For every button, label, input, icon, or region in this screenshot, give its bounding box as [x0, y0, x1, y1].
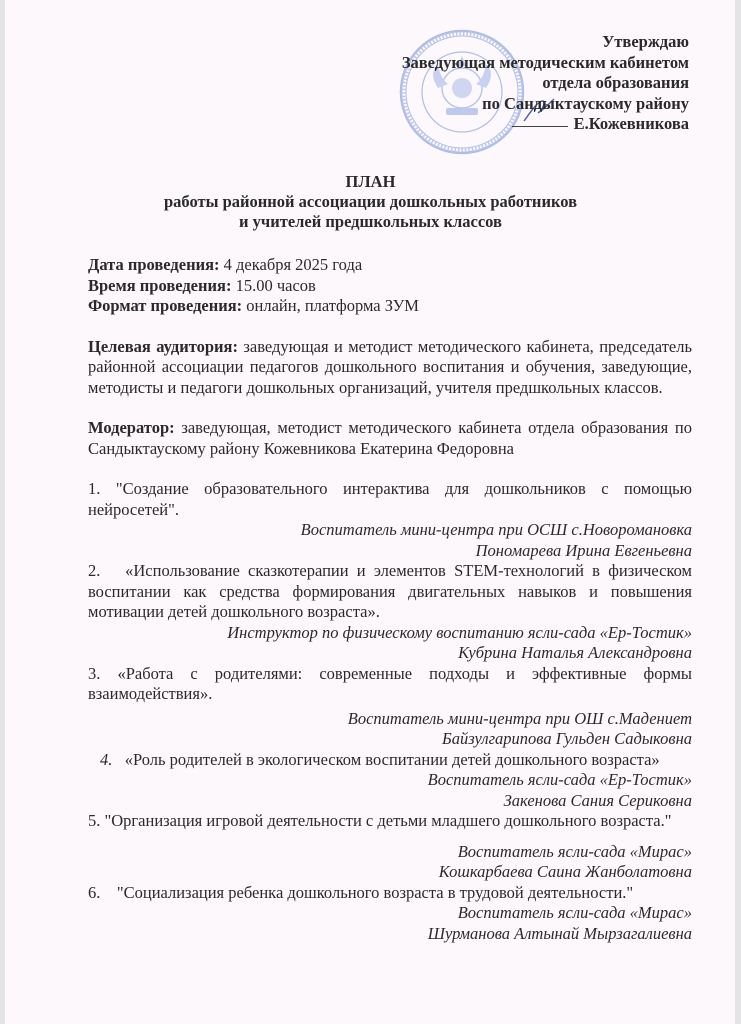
speaker-position: Воспитатель ясли-сада «Ер-Тостик» [427, 770, 692, 789]
topic-text: "Организация игровой деятельности с детьми младшего дошкольного возраста." [104, 811, 672, 830]
moderator-label: Модератор: [88, 418, 175, 437]
topic-text: «Использование сказкотерапии и элементов STEM-технологий в физическом воспитании как средства формирования двигательных навыков и повышения мотивации детей дошкольного возраста». [88, 561, 693, 621]
speaker-name: Закенова Сания Сериковна [503, 790, 692, 810]
approval-line: Утверждаю [602, 32, 689, 51]
speaker-position: Воспитатель ясли-сада «Мирас» [457, 841, 692, 861]
agenda-item [88, 479, 692, 561]
agenda-topic [88, 750, 692, 771]
speaker-name: Пономарева Ирина Евгеньевна [475, 540, 692, 560]
speaker-name: Байзулгарипова Гульден Садыковна [441, 729, 692, 748]
approval-line: отдела образования [542, 73, 689, 92]
audience-paragraph [88, 337, 692, 399]
topic-text: «Роль родителей в экологическом воспитании детей дошкольного возраста» [124, 749, 660, 769]
agenda-item [88, 561, 692, 664]
title-subtitle: и учителей предшкольных классов [239, 212, 502, 231]
item-number: 4. [100, 749, 113, 769]
moderator-text: заведующая, методист методического кабинета отдела образования по Сандыктаускому району Кожевникова Екатерина Федоровна [88, 418, 692, 458]
agenda-topic [88, 561, 692, 623]
meta-format [88, 296, 692, 317]
agenda-topic [88, 479, 692, 520]
item-number: 3. [88, 663, 101, 683]
meta-time [88, 276, 692, 297]
title-heading: ПЛАН [345, 172, 396, 191]
speaker-position: Воспитатель мини-центра при ОСШ с.Новоромановка [300, 520, 692, 539]
topic-text: "Социализация ребенка дошкольного возраста в трудовой деятельности." [116, 882, 634, 902]
approval-block [369, 32, 689, 135]
speaker-position: Инструктор по физическому воспитанию ясли-сада «Ер-Тостик» [227, 622, 692, 642]
approval-line: Заведующая методическим кабинетом [401, 52, 689, 72]
meta-label: Дата проведения: [88, 255, 220, 274]
speaker-position: Воспитатель ясли-сада «Мирас» [457, 903, 692, 922]
signatory-line [369, 114, 689, 135]
agenda-item [88, 883, 692, 945]
document-body [88, 255, 692, 944]
agenda-item [88, 664, 692, 750]
audience-text: заведующая и методист методического кабинета, председатель районной ассоциации педагогов дошкольного воспитания и обучения, заведующие, методисты и педагоги дошкольных организаций, учителя предшкольных классов. [88, 336, 692, 397]
title-subtitle: работы районной ассоциации дошкольных работников [164, 192, 577, 211]
agenda-item [88, 811, 692, 883]
meta-value: онлайн, платформа ЗУМ [242, 296, 419, 315]
item-number: 1. [88, 479, 101, 498]
agenda-topic [88, 811, 692, 832]
document-title [0, 172, 741, 232]
meta-label: Формат проведения: [88, 296, 243, 315]
item-number: 2. [88, 561, 101, 580]
agenda-item [88, 750, 692, 812]
speaker-name: Кубрина Наталья Александровна [458, 643, 692, 662]
audience-label: Целевая аудитория: [88, 336, 238, 356]
speaker-name: Кошкарбаева Саина Жанболатовна [438, 862, 692, 881]
agenda-topic [88, 664, 692, 705]
speaker-position: Воспитатель мини-центра при ОШ с.Мадениет [347, 708, 692, 728]
moderator-paragraph [88, 418, 692, 459]
agenda-topic [88, 883, 692, 904]
meta-value: 4 декабря 2025 года [219, 255, 363, 274]
topic-text: "Создание образовательного интерактива для дошкольников с помощью нейросетей". [88, 479, 693, 519]
meta-label: Время проведения: [88, 275, 232, 295]
meta-date [88, 255, 692, 276]
signature-line [512, 126, 568, 127]
item-number: 5. [88, 811, 101, 830]
topic-text: «Работа с родителями: современные подходы и эффективные формы взаимодействия». [88, 663, 692, 703]
meta-value: 15.00 часов [231, 275, 316, 295]
speaker-name: Шурманова Алтынай Мырзагалиевна [427, 923, 692, 943]
signatory-name: Е.Кожевникова [573, 114, 689, 133]
item-number: 6. [88, 882, 101, 902]
approval-line: по Сандыктаускому району [482, 93, 689, 113]
